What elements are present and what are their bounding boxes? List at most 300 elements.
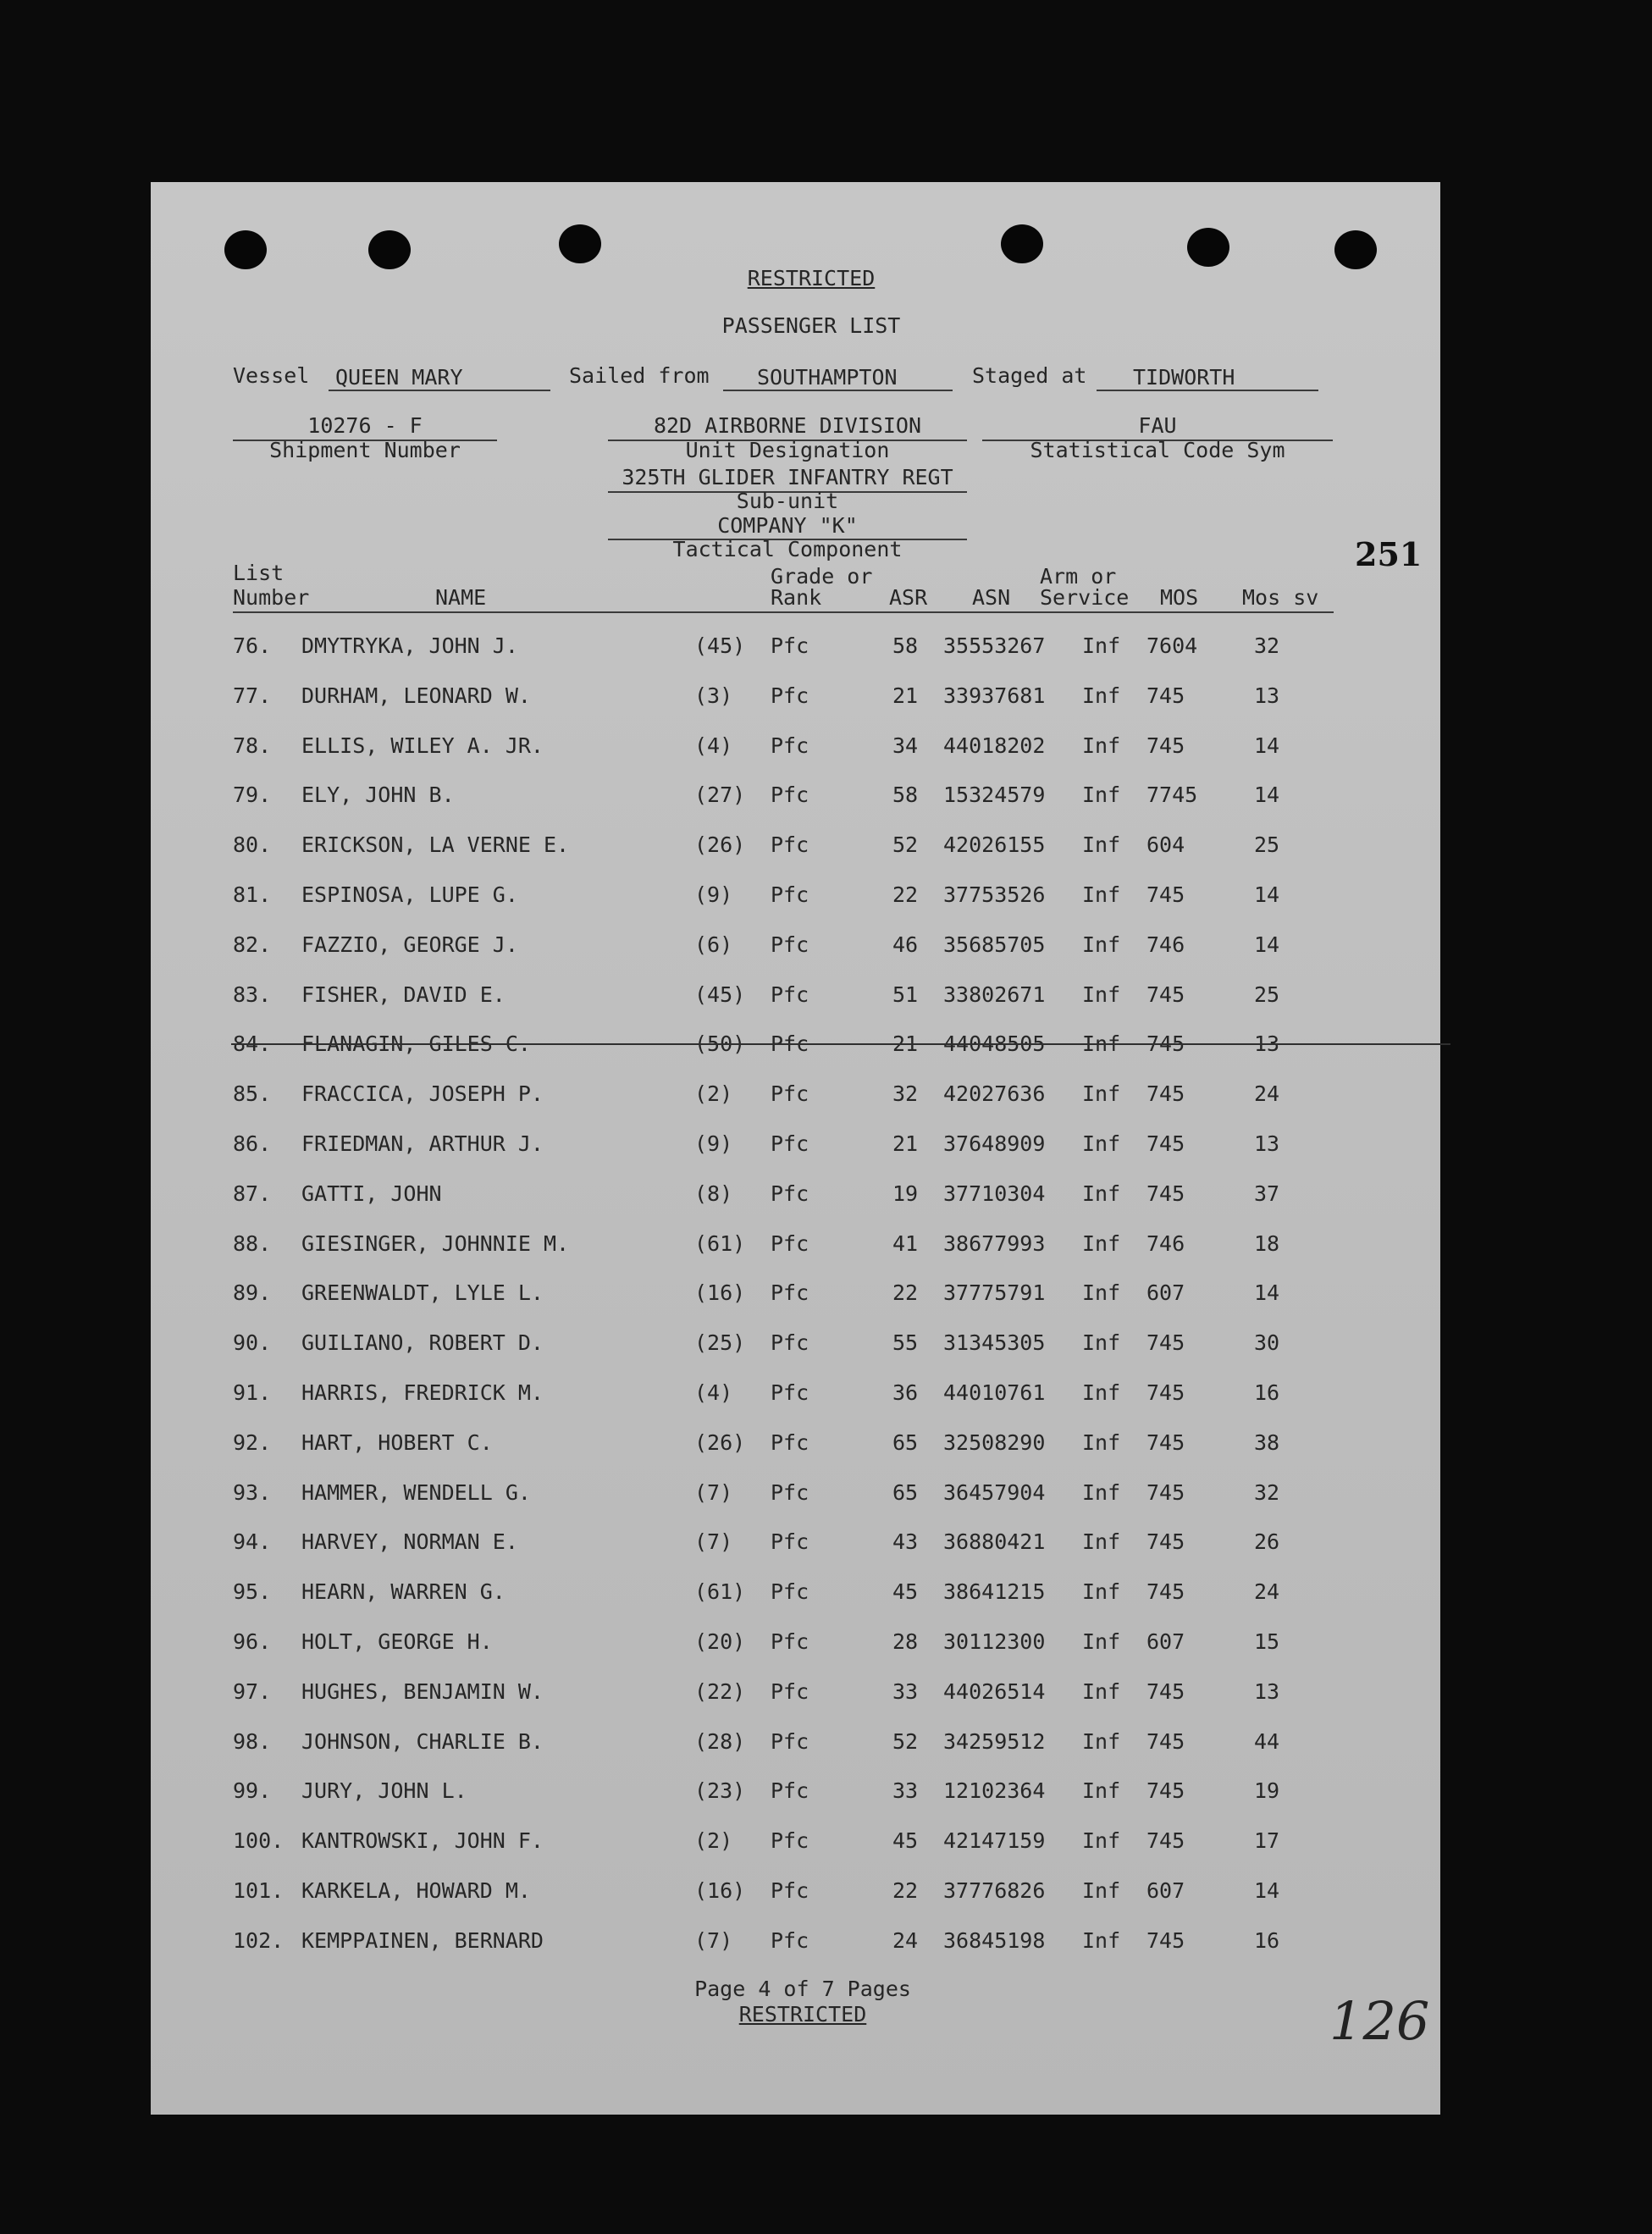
row-asr: 46 [892,932,919,957]
row-arm: Inf [1082,1878,1121,1903]
row-name: ELY, JOHN B. [301,782,455,808]
table-row [151,1878,1440,1912]
row-arm: Inf [1082,1778,1121,1804]
row-mos: 745 [1146,1181,1185,1206]
row-asr: 22 [892,1878,919,1903]
row-mos-sv: 25 [1254,832,1280,858]
column-header-underline [233,611,1334,613]
punch-hole [1187,228,1229,267]
row-mos-sv: 14 [1254,1878,1280,1903]
row-rank: Pfc [771,1031,809,1057]
row-code: (50) [694,1031,746,1057]
col-arm-1: Arm or [1040,564,1117,589]
row-list-number: 99. [233,1778,272,1804]
row-asn: 15324579 [943,782,1046,808]
row-rank: Pfc [771,733,809,758]
row-asr: 33 [892,1778,919,1804]
row-name: JOHNSON, CHARLIE B. [301,1728,544,1754]
punch-hole [1334,230,1377,269]
row-name: DURHAM, LEONARD W. [301,683,531,708]
row-arm: Inf [1082,633,1121,658]
row-code: (25) [694,1330,746,1356]
row-asn: 38677993 [943,1230,1046,1256]
row-list-number: 84. [233,1031,272,1057]
row-arm: Inf [1082,1927,1121,1953]
row-rank: Pfc [771,1579,809,1605]
tactical-component-value: COMPANY "K" [717,513,858,538]
row-mos: 745 [1146,1579,1185,1605]
row-mos: 745 [1146,1380,1185,1405]
row-mos-sv: 32 [1254,1479,1280,1505]
row-mos: 745 [1146,1081,1185,1107]
row-code: (4) [694,1380,733,1405]
row-mos: 607 [1146,1629,1185,1654]
row-list-number: 100. [233,1828,285,1854]
row-asn: 36845198 [943,1927,1046,1953]
row-asn: 37775791 [943,1280,1046,1306]
row-asr: 24 [892,1927,919,1953]
table-row [151,932,1440,966]
row-mos-sv: 37 [1254,1181,1280,1206]
strikethrough-line [231,1043,1450,1045]
row-rank: Pfc [771,1081,809,1107]
punch-hole [559,224,601,263]
row-rank: Pfc [771,1479,809,1505]
row-name: HAMMER, WENDELL G. [301,1479,531,1505]
row-list-number: 101. [233,1878,285,1903]
staged-at-underline [1097,390,1318,391]
row-mos: 604 [1146,832,1185,858]
row-name: GUILIANO, ROBERT D. [301,1330,544,1356]
row-rank: Pfc [771,1230,809,1256]
row-asn: 12102364 [943,1778,1046,1804]
col-grade-1: Grade or [771,564,873,589]
row-mos: 745 [1146,683,1185,708]
punch-hole [1001,224,1043,263]
row-arm: Inf [1082,1031,1121,1057]
row-asr: 65 [892,1429,919,1455]
row-mos-sv: 26 [1254,1529,1280,1555]
row-rank: Pfc [771,1629,809,1654]
row-asn: 44026514 [943,1678,1046,1704]
table-row [151,1280,1440,1314]
row-name: HART, HOBERT C. [301,1429,493,1455]
row-asn: 30112300 [943,1629,1046,1654]
row-rank: Pfc [771,1778,809,1804]
col-asr: ASR [889,585,928,610]
row-arm: Inf [1082,1230,1121,1256]
row-arm: Inf [1082,1678,1121,1704]
table-row [151,1131,1440,1165]
row-name: KEMPPAINEN, BERNARD [301,1927,544,1953]
row-code: (7) [694,1529,733,1555]
row-asr: 65 [892,1479,919,1505]
row-asr: 33 [892,1678,919,1704]
row-mos-sv: 19 [1254,1778,1280,1804]
row-code: (28) [694,1728,746,1754]
row-code: (16) [694,1280,746,1306]
row-mos: 745 [1146,1927,1185,1953]
row-list-number: 94. [233,1529,272,1555]
row-asn: 35685705 [943,932,1046,957]
row-arm: Inf [1082,733,1121,758]
row-mos-sv: 44 [1254,1728,1280,1754]
tactical-component-label: Tactical Component [672,537,903,561]
table-row [151,1480,1440,1514]
row-code: (22) [694,1678,746,1704]
row-list-number: 79. [233,782,272,808]
row-mos: 745 [1146,733,1185,758]
row-asn: 33937681 [943,683,1046,708]
row-arm: Inf [1082,1380,1121,1405]
row-rank: Pfc [771,882,809,907]
row-mos-sv: 14 [1254,733,1280,758]
row-mos: 745 [1146,1479,1185,1505]
row-name: FISHER, DAVID E. [301,982,506,1007]
row-asn: 44010761 [943,1380,1046,1405]
staged-at-value: TIDWORTH [1133,365,1235,390]
row-code: (3) [694,683,733,708]
row-name: ESPINOSA, LUPE G. [301,882,518,907]
sub-unit-value: 325TH GLIDER INFANTRY REGT [622,465,953,489]
row-name: KANTROWSKI, JOHN F. [301,1828,544,1854]
row-arm: Inf [1082,1280,1121,1306]
table-row [151,1031,1440,1065]
row-rank: Pfc [771,1429,809,1455]
table-row [151,733,1440,767]
row-name: ERICKSON, LA VERNE E. [301,832,570,858]
row-list-number: 93. [233,1479,272,1505]
row-mos-sv: 25 [1254,982,1280,1007]
table-row [151,1679,1440,1713]
row-asr: 45 [892,1579,919,1605]
row-list-number: 85. [233,1081,272,1107]
row-rank: Pfc [771,832,809,858]
sub-unit-label: Sub-unit [736,489,839,513]
row-code: (9) [694,1131,733,1156]
row-asn: 42027636 [943,1081,1046,1107]
row-list-number: 83. [233,982,272,1007]
row-mos-sv: 14 [1254,782,1280,808]
row-asr: 51 [892,982,919,1007]
statistical-code-label: Statistical Code Sym [1030,438,1285,462]
row-rank: Pfc [771,1728,809,1754]
row-list-number: 82. [233,932,272,957]
row-name: HUGHES, BENJAMIN W. [301,1678,544,1704]
row-asn: 34259512 [943,1728,1046,1754]
row-mos: 7604 [1146,633,1198,658]
row-list-number: 77. [233,683,272,708]
row-mos-sv: 17 [1254,1828,1280,1854]
row-name: GREENWALDT, LYLE L. [301,1280,544,1306]
table-row [151,1629,1440,1663]
row-code: (7) [694,1927,733,1953]
row-arm: Inf [1082,1429,1121,1455]
row-asn: 32508290 [943,1429,1046,1455]
row-asn: 37776826 [943,1878,1046,1903]
row-asn: 33802671 [943,982,1046,1007]
row-mos-sv: 24 [1254,1081,1280,1107]
punch-hole [368,230,411,269]
row-mos-sv: 24 [1254,1579,1280,1605]
row-asn: 42026155 [943,832,1046,858]
row-asn: 31345305 [943,1330,1046,1356]
row-asr: 41 [892,1230,919,1256]
table-row [151,1729,1440,1763]
row-list-number: 86. [233,1131,272,1156]
row-asr: 58 [892,782,919,808]
vessel-label: Vessel [233,363,310,388]
row-asr: 21 [892,1031,919,1057]
row-arm: Inf [1082,982,1121,1007]
row-name: HARRIS, FREDRICK M. [301,1380,544,1405]
col-mos: MOS [1160,585,1199,610]
row-rank: Pfc [771,1529,809,1555]
row-code: (61) [694,1230,746,1256]
row-asr: 34 [892,733,919,758]
row-list-number: 80. [233,832,272,858]
row-asr: 22 [892,1280,919,1306]
table-row [151,1529,1440,1563]
row-rank: Pfc [771,1330,809,1356]
col-list-number-2: Number [233,585,310,610]
row-list-number: 92. [233,1429,272,1455]
row-asr: 32 [892,1081,919,1107]
row-arm: Inf [1082,1828,1121,1854]
row-mos-sv: 13 [1254,1678,1280,1704]
row-code: (6) [694,932,733,957]
row-list-number: 96. [233,1629,272,1654]
row-name: FRIEDMAN, ARTHUR J. [301,1131,544,1156]
col-grade-2: Rank [771,585,822,610]
row-arm: Inf [1082,1181,1121,1206]
row-rank: Pfc [771,982,809,1007]
row-asn: 44048505 [943,1031,1046,1057]
row-code: (45) [694,982,746,1007]
row-arm: Inf [1082,1579,1121,1605]
row-rank: Pfc [771,1927,809,1953]
row-asn: 36880421 [943,1529,1046,1555]
row-asr: 43 [892,1529,919,1555]
table-row [151,1579,1440,1613]
row-code: (2) [694,1828,733,1854]
table-row [151,1330,1440,1364]
row-mos: 746 [1146,932,1185,957]
row-rank: Pfc [771,683,809,708]
row-asr: 21 [892,1131,919,1156]
sailed-from-value: SOUTHAMPTON [757,365,898,390]
table-row [151,1181,1440,1215]
row-list-number: 87. [233,1181,272,1206]
row-name: FAZZIO, GEORGE J. [301,932,518,957]
table-row [151,1828,1440,1862]
row-mos-sv: 13 [1254,683,1280,708]
document-page [151,182,1440,2115]
col-name: NAME [435,585,487,610]
row-mos-sv: 16 [1254,1380,1280,1405]
row-asn: 38641215 [943,1579,1046,1605]
row-mos-sv: 30 [1254,1330,1280,1356]
footer-restricted: RESTRICTED [738,2002,867,2027]
row-asr: 55 [892,1330,919,1356]
row-rank: Pfc [771,1131,809,1156]
row-code: (9) [694,882,733,907]
row-code: (26) [694,832,746,858]
row-code: (16) [694,1878,746,1903]
row-list-number: 102. [233,1927,285,1953]
row-mos: 746 [1146,1230,1185,1256]
row-mos: 745 [1146,982,1185,1007]
sailed-from-label: Sailed from [569,363,710,388]
row-arm: Inf [1082,932,1121,957]
sailed-from-underline [723,390,953,391]
statistical-code-value: FAU [1138,413,1177,438]
row-rank: Pfc [771,932,809,957]
row-list-number: 95. [233,1579,272,1605]
row-asn: 44018202 [943,733,1046,758]
row-mos: 745 [1146,1728,1185,1754]
row-code: (26) [694,1429,746,1455]
row-rank: Pfc [771,1380,809,1405]
row-rank: Pfc [771,782,809,808]
row-mos: 745 [1146,1330,1185,1356]
row-rank: Pfc [771,1828,809,1854]
row-mos-sv: 13 [1254,1131,1280,1156]
row-list-number: 78. [233,733,272,758]
unit-designation-label: Unit Designation [685,438,890,462]
row-asr: 19 [892,1181,919,1206]
row-mos: 607 [1146,1280,1185,1306]
row-mos: 745 [1146,1031,1185,1057]
table-row [151,683,1440,717]
page-indicator: Page 4 of 7 Pages [694,1977,911,2001]
row-asn: 36457904 [943,1479,1046,1505]
page-stamp-number: 251 [1355,535,1423,573]
row-arm: Inf [1082,683,1121,708]
row-asr: 45 [892,1828,919,1854]
row-code: (27) [694,782,746,808]
row-code: (23) [694,1778,746,1804]
row-code: (8) [694,1181,733,1206]
col-mos-sv: Mos sv [1242,585,1319,610]
row-list-number: 90. [233,1330,272,1356]
row-rank: Pfc [771,1678,809,1704]
row-mos-sv: 15 [1254,1629,1280,1654]
row-mos-sv: 38 [1254,1429,1280,1455]
row-arm: Inf [1082,832,1121,858]
row-name: HOLT, GEORGE H. [301,1629,493,1654]
row-mos-sv: 18 [1254,1230,1280,1256]
row-asn: 37753526 [943,882,1046,907]
row-mos: 7745 [1146,782,1198,808]
row-asn: 35553267 [943,633,1046,658]
table-row [151,633,1440,667]
col-list-number-1: List [233,561,285,585]
staged-at-label: Staged at [972,363,1087,388]
row-mos: 607 [1146,1878,1185,1903]
row-asr: 22 [892,882,919,907]
row-mos: 745 [1146,882,1185,907]
row-rank: Pfc [771,1280,809,1306]
unit-designation-value: 82D AIRBORNE DIVISION [653,413,922,438]
row-asn: 37710304 [943,1181,1046,1206]
row-name: HARVEY, NORMAN E. [301,1529,518,1555]
row-code: (20) [694,1629,746,1654]
row-list-number: 89. [233,1280,272,1306]
row-mos: 745 [1146,1131,1185,1156]
row-list-number: 97. [233,1678,272,1704]
punch-hole [224,230,267,269]
table-row [151,832,1440,866]
row-asn: 37648909 [943,1131,1046,1156]
row-mos: 745 [1146,1529,1185,1555]
document-title: PASSENGER LIST [721,313,901,338]
table-row [151,1430,1440,1464]
row-arm: Inf [1082,1529,1121,1555]
row-code: (45) [694,633,746,658]
row-code: (7) [694,1479,733,1505]
row-name: HEARN, WARREN G. [301,1579,506,1605]
row-name: ELLIS, WILEY A. JR. [301,733,544,758]
row-arm: Inf [1082,782,1121,808]
table-row [151,782,1440,816]
row-list-number: 88. [233,1230,272,1256]
row-list-number: 76. [233,633,272,658]
restricted-heading: RESTRICTED [747,266,876,290]
handwritten-number: 126 [1329,1990,1430,2052]
table-row [151,1928,1440,1962]
shipment-number-value: 10276 - F [307,413,423,438]
vessel-underline [329,390,550,391]
row-mos: 745 [1146,1678,1185,1704]
row-name: JURY, JOHN L. [301,1778,467,1804]
row-mos: 745 [1146,1778,1185,1804]
row-arm: Inf [1082,1330,1121,1356]
row-asr: 36 [892,1380,919,1405]
row-rank: Pfc [771,1181,809,1206]
row-asr: 28 [892,1629,919,1654]
table-row [151,1231,1440,1265]
col-arm-2: Service [1040,585,1130,610]
row-asn: 42147159 [943,1828,1046,1854]
row-code: (4) [694,733,733,758]
table-row [151,882,1440,916]
row-rank: Pfc [771,1878,809,1903]
row-mos-sv: 14 [1254,1280,1280,1306]
row-name: GATTI, JOHN [301,1181,442,1206]
row-arm: Inf [1082,1131,1121,1156]
row-name: KARKELA, HOWARD M. [301,1878,531,1903]
row-mos-sv: 16 [1254,1927,1280,1953]
row-code: (2) [694,1081,733,1107]
vessel-value: QUEEN MARY [335,365,463,390]
row-mos-sv: 32 [1254,633,1280,658]
row-name: FLANAGIN, GILES C. [301,1031,531,1057]
row-name: DMYTRYKA, JOHN J. [301,633,518,658]
row-name: GIESINGER, JOHNNIE M. [301,1230,570,1256]
table-row [151,1380,1440,1414]
row-name: FRACCICA, JOSEPH P. [301,1081,544,1107]
row-arm: Inf [1082,1081,1121,1107]
row-mos: 745 [1146,1828,1185,1854]
row-mos-sv: 13 [1254,1031,1280,1057]
row-arm: Inf [1082,1728,1121,1754]
row-list-number: 81. [233,882,272,907]
table-row [151,1778,1440,1812]
row-code: (61) [694,1579,746,1605]
row-rank: Pfc [771,633,809,658]
row-mos: 745 [1146,1429,1185,1455]
